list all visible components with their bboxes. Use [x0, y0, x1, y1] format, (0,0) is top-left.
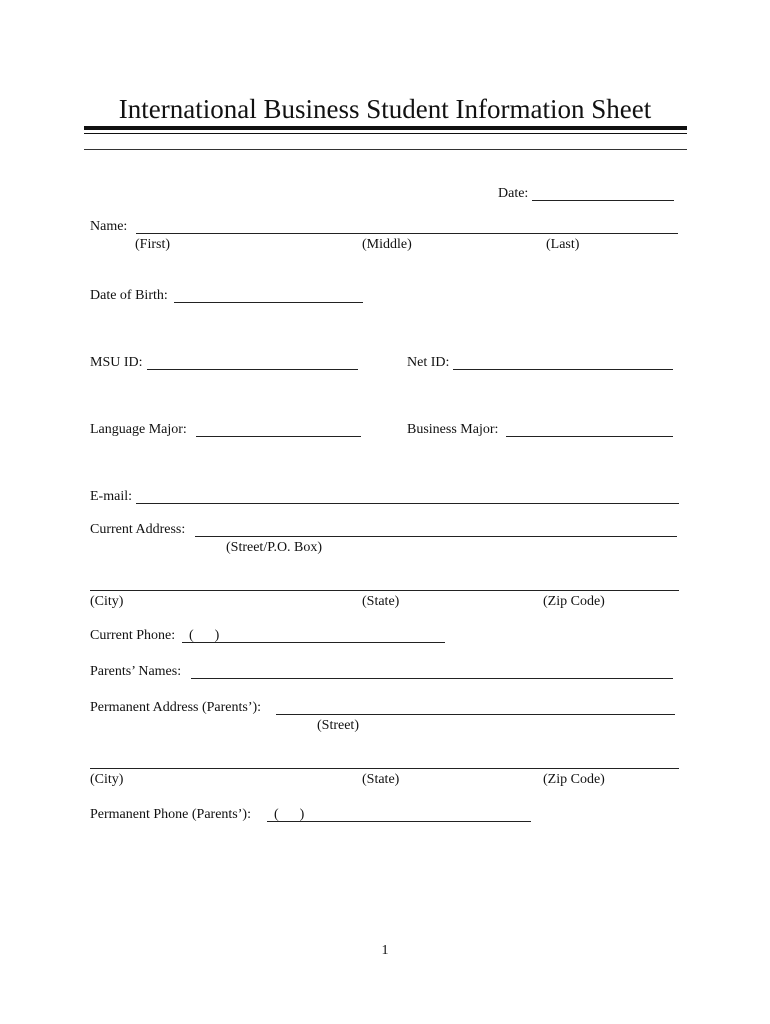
- title-rule-thin: [84, 133, 687, 134]
- permanent-address-zip-caption: (Zip Code): [543, 772, 605, 787]
- parents-names-label: Parents’ Names:: [90, 664, 182, 679]
- dob-label: Date of Birth:: [90, 288, 168, 303]
- dob-field[interactable]: [174, 302, 363, 303]
- current-address-city-line[interactable]: [90, 590, 679, 591]
- language-major-label: Language Major:: [90, 422, 187, 437]
- permanent-address-state-caption: (State): [362, 772, 400, 787]
- email-field[interactable]: [136, 503, 679, 504]
- current-phone-label: Current Phone:: [90, 628, 176, 643]
- permanent-address-city-caption: (City): [90, 772, 124, 787]
- name-field[interactable]: [136, 233, 678, 234]
- current-address-street-field[interactable]: [195, 536, 677, 537]
- current-address-zip-caption: (Zip Code): [543, 594, 605, 609]
- current-phone-field[interactable]: [182, 642, 445, 643]
- permanent-phone-field[interactable]: [267, 821, 531, 822]
- email-label: E-mail:: [90, 489, 132, 504]
- permanent-address-city-line[interactable]: [90, 768, 679, 769]
- name-middle-caption: (Middle): [362, 237, 412, 252]
- parents-names-field[interactable]: [191, 678, 673, 679]
- name-first-caption: (First): [135, 237, 170, 252]
- header-separator: [84, 149, 687, 150]
- name-label: Name:: [90, 219, 128, 234]
- msu-id-field[interactable]: [147, 369, 358, 370]
- current-address-label: Current Address:: [90, 522, 186, 537]
- permanent-address-label: Permanent Address (Parents’):: [90, 700, 262, 715]
- business-major-label: Business Major:: [407, 422, 499, 437]
- msu-id-label: MSU ID:: [90, 355, 143, 370]
- current-address-state-caption: (State): [362, 594, 400, 609]
- page-title: International Business Student Information Sheet: [118, 94, 652, 124]
- current-phone-area-code: ( ): [189, 628, 220, 643]
- net-id-field[interactable]: [453, 369, 673, 370]
- page-number: 1: [381, 943, 389, 958]
- date-field[interactable]: [532, 200, 674, 201]
- date-label: Date:: [498, 186, 529, 201]
- current-address-street-caption: (Street/P.O. Box): [226, 540, 323, 555]
- permanent-address-street-caption: (Street): [317, 718, 359, 733]
- name-last-caption: (Last): [546, 237, 580, 252]
- title-rule-thick: [84, 126, 687, 130]
- business-major-field[interactable]: [506, 436, 673, 437]
- current-address-city-caption: (City): [90, 594, 124, 609]
- permanent-phone-label: Permanent Phone (Parents’):: [90, 807, 251, 822]
- permanent-address-street-field[interactable]: [276, 714, 675, 715]
- language-major-field[interactable]: [196, 436, 361, 437]
- permanent-phone-area-code: ( ): [274, 807, 305, 822]
- net-id-label: Net ID:: [407, 355, 450, 370]
